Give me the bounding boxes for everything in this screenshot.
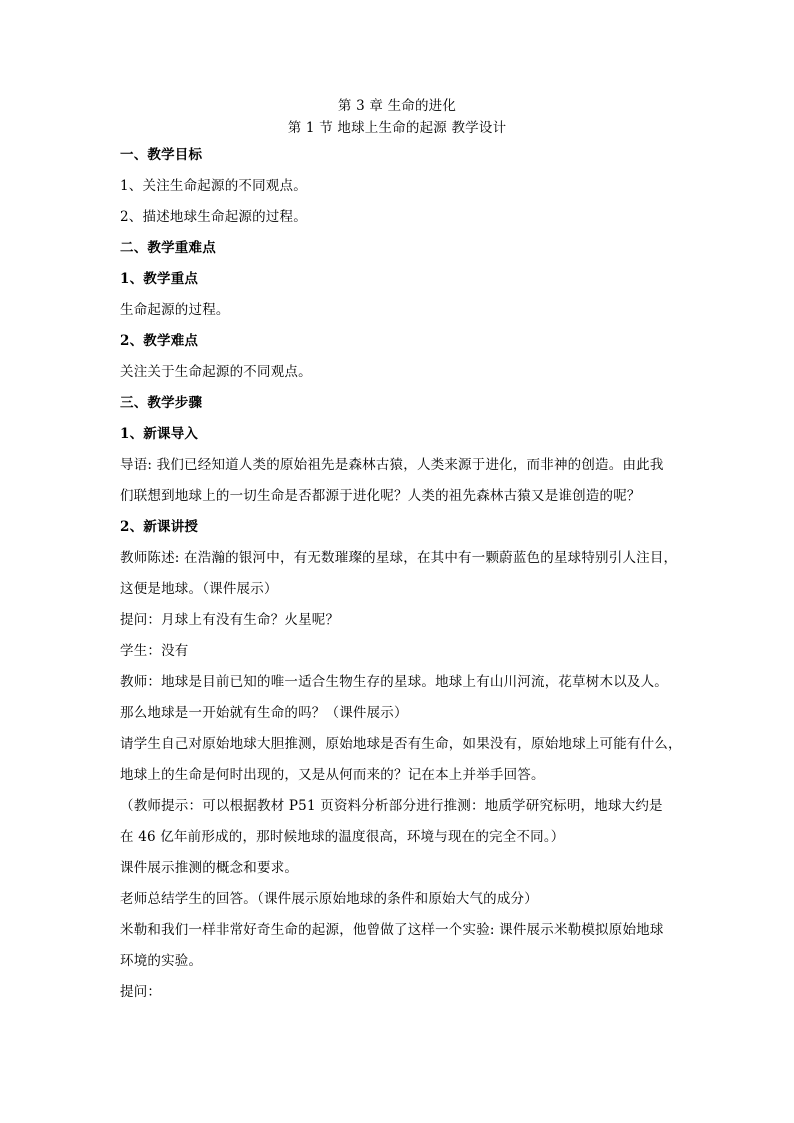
paragraph: 教师：地球是目前已知的唯一适合生物生存的星球。地球上有山川河流，花草树木以及人。 <box>120 674 668 690</box>
chapter-title: 第 3 章 生命的进化 <box>337 98 457 114</box>
paragraph: 在 46 亿年前形成的，那时候地球的温度很高，环境与现在的完全不同。） <box>120 829 565 845</box>
paragraph: 导语: 我们已经知道人类的原始祖先是森林古猿，人类来源于进化，而非神的创造。由此我 <box>120 457 664 473</box>
paragraph: 环境的实验。 <box>120 953 203 969</box>
subheading-new-lesson: 2、新课讲授 <box>120 519 199 535</box>
heading-teaching-objectives: 一、教学目标 <box>120 147 203 163</box>
paragraph: 这便是地球。（课件展示） <box>120 581 278 597</box>
heading-teaching-steps: 三、教学步骤 <box>120 395 203 411</box>
paragraph: （教师提示：可以根据教材 P51 页资料分析部分进行推测：地质学研究标明，地球大约是 <box>120 798 663 814</box>
paragraph: 教师陈述: 在浩瀚的银河中，有无数璀璨的星球，在其中有一颗蔚蓝色的星球特别引人注目， <box>120 550 678 566</box>
paragraph: 学生：没有 <box>120 643 189 659</box>
paragraph: 地球上的生命是何时出现的，又是从何而来的？记在本上并举手回答。 <box>120 767 545 783</box>
paragraph: 课件展示推测的概念和要求。 <box>120 860 299 876</box>
objective-item: 1、关注生命起源的不同观点。 <box>120 178 307 194</box>
paragraph: 请学生自己对原始地球大胆推测，原始地球是否有生命，如果没有，原始地球上可能有什么， <box>120 736 682 752</box>
heading-key-points: 二、教学重难点 <box>120 240 216 256</box>
subheading-lesson-intro: 1、新课导入 <box>120 426 199 442</box>
paragraph: 提问： <box>120 984 162 1000</box>
paragraph: 生命起源的过程。 <box>120 302 230 318</box>
paragraph: 们联想到地球上的一切生命是否都源于进化呢？人类的祖先森林古猿又是谁创造的呢？ <box>120 488 641 504</box>
objective-item: 2、描述地球生命起源的过程。 <box>120 209 307 225</box>
paragraph: 老师总结学生的回答。（课件展示原始地球的条件和原始大气的成分） <box>120 891 538 907</box>
paragraph: 米勒和我们一样非常好奇生命的起源，他曾做了这样一个实验: 课件展示米勒模拟原始地球 <box>120 922 664 938</box>
paragraph: 那么地球是一开始就有生命的吗？（课件展示） <box>120 705 408 721</box>
subheading-key-point: 1、教学重点 <box>120 271 199 287</box>
paragraph: 关注关于生命起源的不同观点。 <box>120 364 312 380</box>
paragraph: 提问：月球上有没有生命？火星呢？ <box>120 612 340 628</box>
subheading-difficult-point: 2、教学难点 <box>120 333 199 349</box>
section-title: 第 1 节 地球上生命的起源 教学设计 <box>287 120 507 136</box>
